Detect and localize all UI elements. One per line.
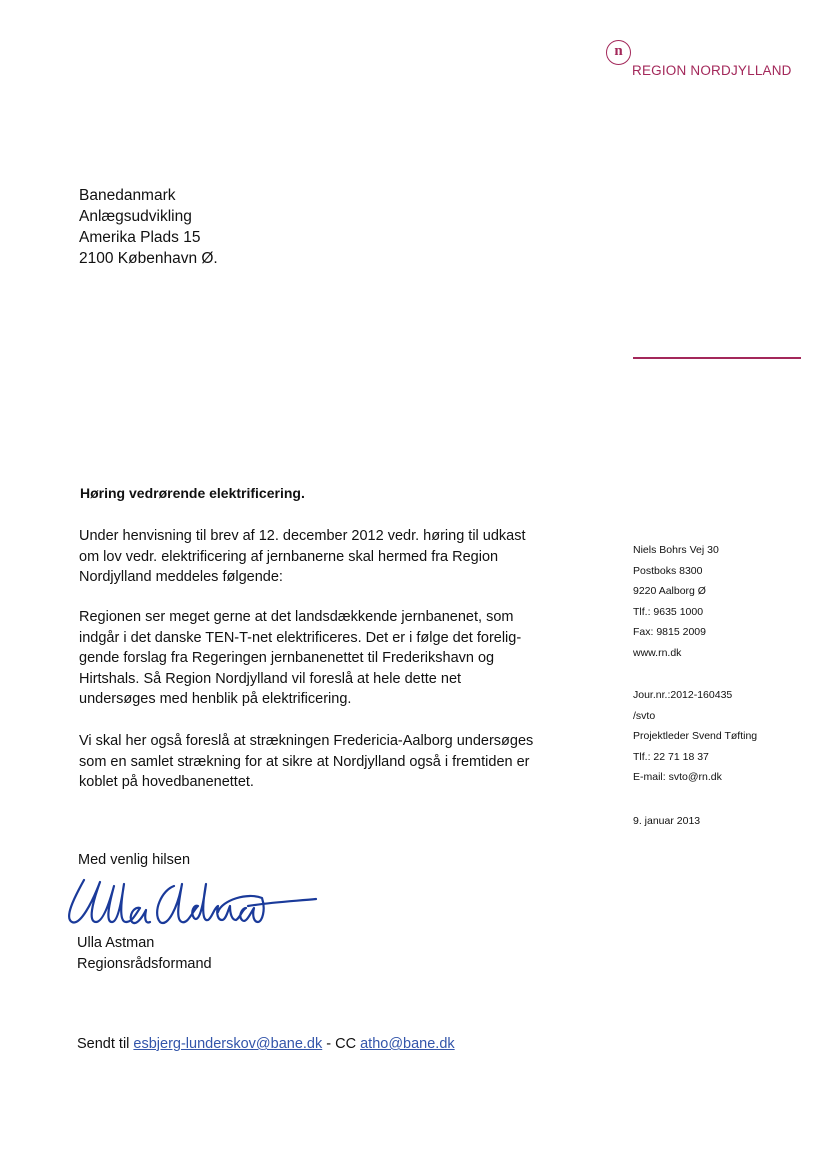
- recipient-address: [79, 185, 218, 269]
- paragraph-3: [79, 731, 589, 793]
- contact-email: E-mail: svto@rn.dk: [633, 771, 722, 784]
- handwritten-signature: [62, 868, 322, 938]
- paragraph-1: [79, 526, 589, 588]
- sent-to-prefix: Sendt til: [77, 1036, 134, 1052]
- body-line: Vi skal her også foreslå at strækningen Fredericia-Aalborg undersøges: [79, 733, 534, 749]
- body-line: Under henvisning til brev af 12. december 2012 vedr. høring til udkast: [79, 528, 526, 544]
- recipient-line: Amerika Plads 15: [79, 229, 201, 246]
- letter-date: 9. januar 2013: [633, 815, 701, 827]
- body-line: undersøges med henblik på elektrificering.: [79, 691, 352, 708]
- email-link-cc[interactable]: atho@bane.dk: [360, 1036, 455, 1052]
- closing-greeting: Med venlig hilsen: [78, 852, 191, 868]
- recipient-line: 2100 København Ø.: [79, 250, 218, 267]
- region-logo-mark: n: [606, 40, 631, 65]
- email-link-primary[interactable]: esbjerg-lunderskov@bane.dk: [133, 1036, 323, 1052]
- initials: /svto: [633, 709, 656, 722]
- recipient-line: Anlægsudvikling: [79, 208, 192, 225]
- reference-block: [633, 685, 757, 788]
- recipient-line: Banedanmark: [79, 187, 176, 204]
- body-line: Hirtshals. Så Region Nordjylland vil foreslå at hele dette net: [79, 670, 462, 687]
- sender-address: [633, 540, 719, 664]
- sender-phone: Tlf.: 9635 1000: [633, 605, 704, 618]
- sent-to-line: [77, 1036, 455, 1052]
- contact-person: Projektleder Svend Tøfting: [633, 730, 758, 743]
- sender-city: 9220 Aalborg Ø: [633, 585, 706, 598]
- sender-street: Niels Bohrs Vej 30: [633, 544, 719, 556]
- body-line: indgår i det danske TEN-T-net elektrificeres. Det er i følge det forelig-: [79, 629, 522, 646]
- paragraph-2: [79, 607, 589, 710]
- body-line: Regionen ser meget gerne at det landsdækkende jernbanenet, som: [79, 609, 514, 625]
- signer-block: [77, 933, 212, 975]
- signer-name: Ulla Astman: [77, 935, 155, 951]
- body-line: gende forslag fra Regeringen jernbanenettet til Frederikshavn og: [79, 650, 495, 667]
- sender-web: www.rn.dk: [633, 646, 682, 659]
- journal-number: Jour.nr.:2012-160435: [633, 689, 733, 701]
- header-divider: [633, 357, 801, 359]
- sender-fax: Fax: 9815 2009: [633, 626, 706, 639]
- body-line: om lov vedr. elektrificering af jernbanerne skal hermed fra Region: [79, 548, 499, 565]
- letter-subject: Høring vedrørende elektrificering.: [80, 485, 305, 501]
- sender-postbox: Postboks 8300: [633, 564, 703, 577]
- contact-phone: Tlf.: 22 71 18 37: [633, 750, 709, 763]
- cc-separator: - CC: [322, 1036, 361, 1052]
- signer-title: Regionsrådsformand: [77, 956, 212, 972]
- region-logo-name: REGION NORDJYLLAND: [632, 63, 792, 78]
- body-line: Nordjylland meddeles følgende:: [79, 569, 283, 586]
- body-line: som en samlet strækning for at sikre at Nordjylland også i fremtiden er: [79, 753, 530, 770]
- body-line: koblet på hovedbanenettet.: [79, 774, 254, 791]
